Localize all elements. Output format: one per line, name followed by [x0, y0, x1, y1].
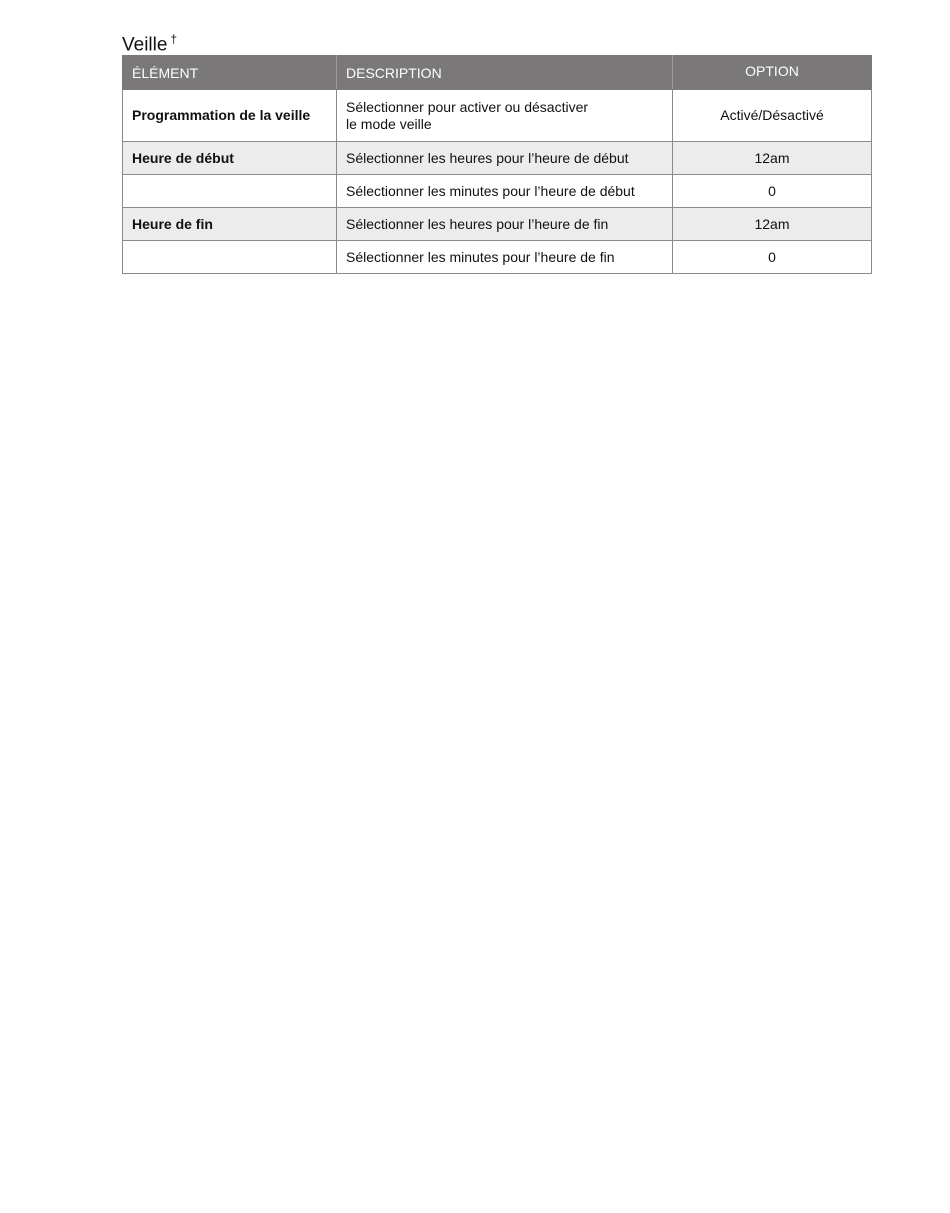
element-cell: Programmation de la veille: [123, 90, 337, 142]
description-cell: Sélectionner les minutes pour l’heure de début: [337, 175, 673, 208]
description-line: le mode veille: [346, 115, 432, 132]
description-cell: Sélectionner les heures pour l’heure de début: [337, 142, 673, 175]
element-cell: [123, 241, 337, 274]
table-row: [123, 90, 872, 142]
column-header-element: ÉLÉMENT: [123, 56, 337, 90]
column-header-option: OPTION: [673, 56, 872, 90]
section-title-text: Veille: [122, 34, 168, 56]
description-cell: Sélectionner les heures pour l’heure de fin: [337, 208, 673, 241]
description-cell: Sélectionner les minutes pour l’heure de fin: [337, 241, 673, 274]
table-row: [123, 142, 872, 175]
option-cell: 0: [673, 175, 872, 208]
standby-settings-table: [122, 55, 872, 274]
table-row: [123, 241, 872, 274]
description-cell: [337, 90, 673, 142]
element-cell: Heure de fin: [123, 208, 337, 241]
table-row: [123, 175, 872, 208]
dagger-marker: †: [170, 32, 178, 46]
column-header-description: DESCRIPTION: [337, 56, 673, 90]
section-title: [122, 27, 177, 57]
element-cell: [123, 175, 337, 208]
table-header-row: [123, 56, 872, 90]
element-cell: Heure de début: [123, 142, 337, 175]
option-cell: 12am: [673, 208, 872, 241]
description-line: Sélectionner pour activer ou désactiver: [346, 98, 589, 115]
option-cell: 12am: [673, 142, 872, 175]
option-cell: 0: [673, 241, 872, 274]
option-cell: Activé/Désactivé: [673, 90, 872, 142]
table-row: [123, 208, 872, 241]
